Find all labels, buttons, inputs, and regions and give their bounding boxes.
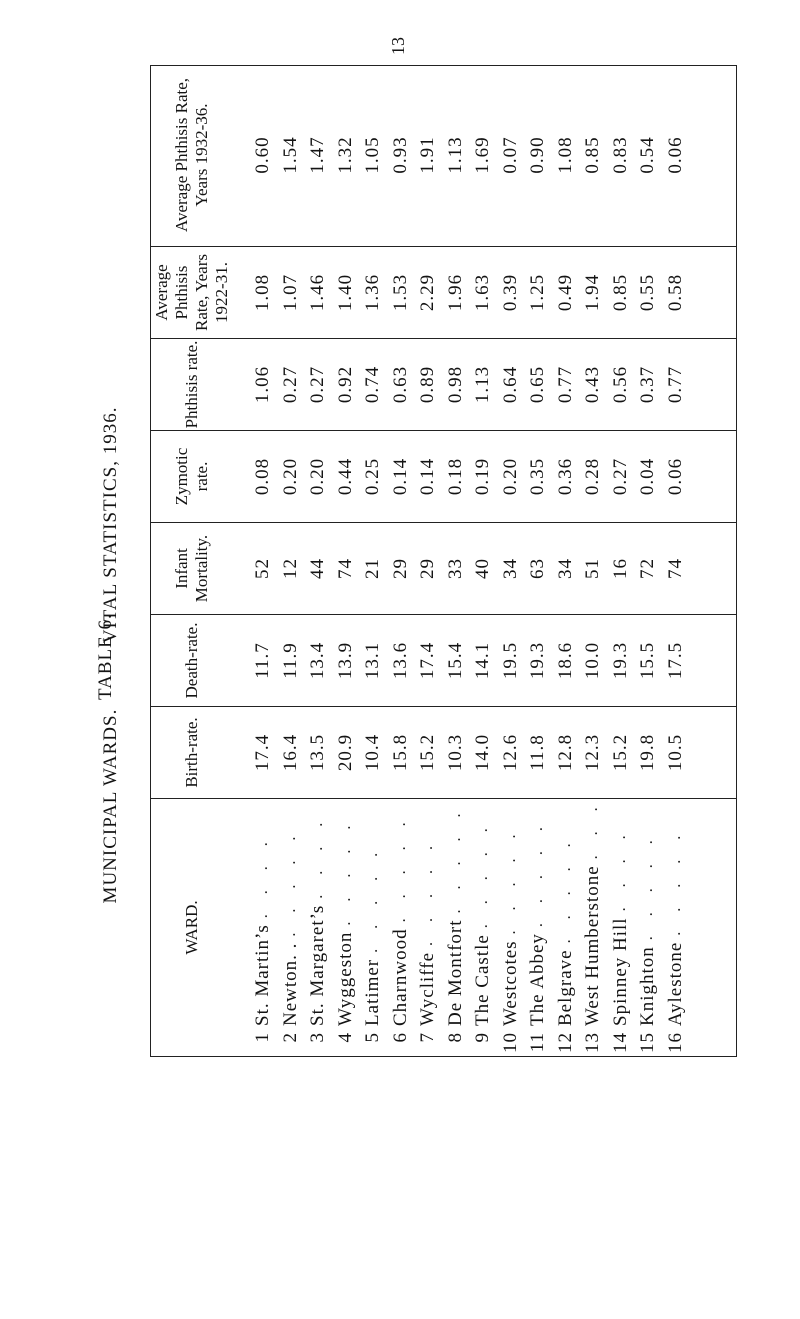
phthisis-value: 0.77 <box>554 365 576 404</box>
zymotic-value: 0.36 <box>554 457 576 496</box>
avg2-value: 0.83 <box>609 136 631 174</box>
ward-row <box>607 799 635 1056</box>
birth-value: 14.0 <box>472 733 493 772</box>
table-label: TABLE 6. <box>95 613 116 700</box>
ward-name: Westcotes <box>499 940 521 1026</box>
leader-dots: . . . . . <box>336 817 354 926</box>
death-value: 13.9 <box>334 641 356 680</box>
ward-number: 13 <box>582 1032 603 1053</box>
ward-number: 11 <box>527 1032 548 1053</box>
ward-row <box>634 799 662 1056</box>
ward-name: St. Margaret’s <box>307 904 328 1026</box>
avg2-header: Average Phthisis Rate, Years 1932-36. <box>172 77 211 233</box>
ward-number: 10 <box>499 1032 521 1053</box>
infant-value: 34 <box>499 558 521 579</box>
avg1-value: 1.36 <box>362 273 383 312</box>
leader-dots: . . . . . <box>281 828 299 937</box>
death-column <box>151 614 736 706</box>
ward-number: 2 <box>279 1032 301 1043</box>
infant-value: 74 <box>334 558 356 579</box>
ward-name: St. Martin’s <box>252 924 273 1026</box>
ward-row <box>497 799 525 1056</box>
ward-row <box>249 799 277 1056</box>
leader-dots: . . . . . <box>529 819 546 928</box>
zymotic-value: 0.25 <box>362 457 383 496</box>
avg2-value: 0.90 <box>527 136 548 174</box>
ward-number: 1 <box>252 1032 273 1043</box>
zymotic-value: 0.35 <box>527 457 548 496</box>
ward-number: 12 <box>554 1032 576 1053</box>
birth-value: 12.6 <box>499 733 521 772</box>
avg1-value: 1.63 <box>472 273 493 312</box>
ward-row <box>387 799 415 1056</box>
table-label-strip <box>95 0 135 1319</box>
infant-value: 33 <box>444 558 466 579</box>
infant-value: 44 <box>307 558 328 579</box>
zymotic-value: 0.08 <box>252 457 273 496</box>
avg1-value: 0.58 <box>664 273 686 312</box>
infant-value: 29 <box>417 558 438 579</box>
ward-name: Charnwood <box>389 928 411 1026</box>
birth-value: 20.9 <box>334 733 356 772</box>
death-value: 19.5 <box>499 641 521 680</box>
ward-row <box>359 799 387 1056</box>
avg2-value: 1.08 <box>554 136 576 174</box>
ward-name: Aylestone <box>664 941 686 1026</box>
death-value: 11.7 <box>252 642 273 679</box>
phthisis-value: 0.27 <box>279 365 301 404</box>
death-value: 17.4 <box>417 641 438 680</box>
ward-name: Newton. . <box>279 942 301 1026</box>
ward-number: 3 <box>307 1032 328 1043</box>
phthisis-value: 0.77 <box>664 365 686 404</box>
ward-number: 7 <box>417 1032 438 1043</box>
infant-value: 63 <box>527 558 548 579</box>
death-value: 15.4 <box>444 641 466 680</box>
infant-column <box>151 522 736 614</box>
birth-value: 10.4 <box>362 733 383 772</box>
leader-dots: . . . . . <box>391 814 409 923</box>
phthisis-header: Phthisis rate. <box>182 340 201 429</box>
death-value: 19.3 <box>527 641 548 680</box>
ward-name: The Abbey <box>527 933 548 1026</box>
statistics-table <box>150 65 737 1057</box>
phthisis-value: 0.92 <box>334 365 356 404</box>
infant-value: 16 <box>609 558 631 579</box>
title-right: VITAL STATISTICS, 1936. <box>100 406 121 644</box>
infant-value: 29 <box>389 558 411 579</box>
birth-value: 15.8 <box>389 733 411 772</box>
ward-column <box>151 798 736 1056</box>
ward-row <box>277 799 305 1056</box>
zymotic-header: Zymotic rate. <box>172 447 211 506</box>
zymotic-column <box>151 430 736 522</box>
infant-value: 72 <box>637 558 658 579</box>
ward-name: Spinney Hill <box>609 917 631 1026</box>
ward-name: West Humberstone <box>582 865 603 1026</box>
birth-value: 13.5 <box>307 733 328 772</box>
page-number: 13 <box>388 37 408 55</box>
phthisis-value: 0.43 <box>582 365 603 404</box>
death-value: 13.6 <box>389 641 411 680</box>
phthisis-value: 1.13 <box>472 365 493 404</box>
leader-dots: . . . . <box>254 834 271 919</box>
ward-row <box>579 799 607 1056</box>
ward-number: 14 <box>609 1032 631 1053</box>
death-value: 15.5 <box>637 641 658 680</box>
ward-name: Belgrave <box>554 949 576 1026</box>
avg2-value: 0.07 <box>499 136 521 174</box>
infant-value: 52 <box>252 558 273 579</box>
avg1-value: 0.85 <box>609 273 631 312</box>
ward-number: 16 <box>664 1032 686 1053</box>
ward-name: Wyggeston <box>334 931 356 1026</box>
birth-value: 19.8 <box>637 733 658 772</box>
birth-value: 10.3 <box>444 733 466 772</box>
ward-row <box>524 799 552 1056</box>
avg2-value: 0.06 <box>664 136 686 174</box>
phthisis-value: 0.65 <box>527 365 548 404</box>
zymotic-value: 0.14 <box>389 457 411 496</box>
leader-dots: . . . . <box>309 814 326 899</box>
ward-row <box>304 799 332 1056</box>
zymotic-value: 0.04 <box>637 457 658 496</box>
avg2-value: 1.69 <box>472 136 493 174</box>
birth-value: 11.8 <box>527 734 548 771</box>
death-value: 13.1 <box>362 641 383 680</box>
ward-row <box>332 799 360 1056</box>
leader-dots: . . . . . <box>364 844 381 953</box>
avg1-column <box>151 246 736 338</box>
death-value: 13.4 <box>307 641 328 680</box>
death-value: 18.6 <box>554 641 576 680</box>
death-value: 17.5 <box>664 641 686 680</box>
zymotic-value: 0.28 <box>582 457 603 496</box>
avg1-value: 0.49 <box>554 273 576 312</box>
avg2-value: 1.13 <box>444 136 466 174</box>
phthisis-value: 0.74 <box>362 365 383 404</box>
avg2-value: 0.93 <box>389 136 411 174</box>
avg1-value: 0.55 <box>637 273 658 312</box>
avg2-value: 1.54 <box>279 136 301 174</box>
ward-name: De Montfort <box>444 919 466 1026</box>
avg2-column <box>151 64 736 246</box>
death-value: 19.3 <box>609 641 631 680</box>
ward-number: 15 <box>637 1032 658 1053</box>
avg1-value: 0.39 <box>499 273 521 312</box>
ward-name: Wycliffe <box>417 951 438 1026</box>
zymotic-value: 0.44 <box>334 457 356 496</box>
ward-name: The Castle <box>472 934 493 1026</box>
death-value: 14.1 <box>472 641 493 680</box>
avg2-value: 1.32 <box>334 136 356 174</box>
birth-value: 17.4 <box>252 733 273 772</box>
zymotic-value: 0.14 <box>417 457 438 496</box>
leader-dots: . . . . . <box>501 826 519 935</box>
avg2-value: 0.60 <box>252 136 273 174</box>
infant-value: 21 <box>362 558 383 579</box>
avg1-value: 1.25 <box>527 273 548 312</box>
infant-value: 74 <box>664 558 686 579</box>
ward-rows <box>249 799 689 1056</box>
avg1-value: 1.53 <box>389 273 411 312</box>
phthisis-value: 0.98 <box>444 365 466 404</box>
zymotic-value: 0.18 <box>444 457 466 496</box>
infant-value: 40 <box>472 558 493 579</box>
numeric-columns <box>151 64 736 798</box>
leader-dots: . . . . . <box>419 837 436 946</box>
ward-number: 8 <box>444 1032 466 1043</box>
birth-value: 12.8 <box>554 733 576 772</box>
phthisis-value: 0.56 <box>609 365 631 404</box>
ward-number: 5 <box>362 1032 383 1043</box>
leader-dots: . . . . <box>611 827 629 912</box>
infant-value: 51 <box>582 558 603 579</box>
zymotic-value: 0.20 <box>279 457 301 496</box>
birth-value: 15.2 <box>609 733 631 772</box>
avg1-value: 1.07 <box>279 273 301 312</box>
avg2-value: 1.05 <box>362 136 383 174</box>
birth-value: 12.3 <box>582 733 603 772</box>
avg2-value: 1.91 <box>417 136 438 174</box>
ward-row <box>442 799 470 1056</box>
ward-name: Knighton <box>637 946 658 1026</box>
birth-value: 16.4 <box>279 733 301 772</box>
zymotic-value: 0.06 <box>664 457 686 496</box>
avg2-value: 0.54 <box>637 136 658 174</box>
ward-row <box>552 799 580 1056</box>
birth-value: 10.5 <box>664 733 686 772</box>
ward-number: 6 <box>389 1032 411 1043</box>
phthisis-value: 0.89 <box>417 365 438 404</box>
ward-name: Latimer <box>362 958 383 1026</box>
leader-dots: . . . . . <box>639 832 656 941</box>
phthisis-value: 1.06 <box>252 365 273 404</box>
avg1-value: 2.29 <box>417 273 438 312</box>
ward-row <box>469 799 497 1056</box>
ward-number: 4 <box>334 1032 356 1043</box>
ward-header: WARD. <box>182 900 201 955</box>
phthisis-value: 0.64 <box>499 365 521 404</box>
title-left: MUNICIPAL WARDS. <box>100 708 121 904</box>
zymotic-value: 0.20 <box>307 457 328 496</box>
birth-header: Birth-rate. <box>182 717 201 788</box>
ward-row <box>414 799 442 1056</box>
avg1-value: 1.96 <box>444 273 466 312</box>
avg2-value: 1.47 <box>307 136 328 174</box>
phthisis-value: 0.27 <box>307 365 328 404</box>
leader-dots: . . . . . <box>474 820 491 929</box>
ward-number: 9 <box>472 1032 493 1043</box>
leader-dots: . . . <box>584 799 601 860</box>
avg1-value: 1.08 <box>252 273 273 312</box>
death-header: Death-rate. <box>182 622 201 699</box>
phthisis-value: 0.37 <box>637 365 658 404</box>
death-value: 11.9 <box>279 642 301 679</box>
ward-row <box>662 799 690 1056</box>
leader-dots: . . . . . <box>446 805 464 914</box>
infant-header: Infant Mortality. <box>172 534 211 603</box>
infant-value: 12 <box>279 558 301 579</box>
zymotic-value: 0.20 <box>499 457 521 496</box>
birth-column <box>151 706 736 798</box>
avg1-value: 1.94 <box>582 273 603 312</box>
zymotic-value: 0.19 <box>472 457 493 496</box>
death-value: 10.0 <box>582 641 603 680</box>
avg1-header: Average Phthisis Rate, Years 1922-31. <box>152 254 231 331</box>
avg1-value: 1.46 <box>307 273 328 312</box>
phthisis-value: 0.63 <box>389 365 411 404</box>
birth-value: 15.2 <box>417 733 438 772</box>
leader-dots: . . . . . <box>666 827 684 936</box>
infant-value: 34 <box>554 558 576 579</box>
zymotic-value: 0.27 <box>609 457 631 496</box>
avg2-value: 0.85 <box>582 136 603 174</box>
leader-dots: . . . . . <box>556 835 574 944</box>
phthisis-column <box>151 338 736 430</box>
avg1-value: 1.40 <box>334 273 356 312</box>
